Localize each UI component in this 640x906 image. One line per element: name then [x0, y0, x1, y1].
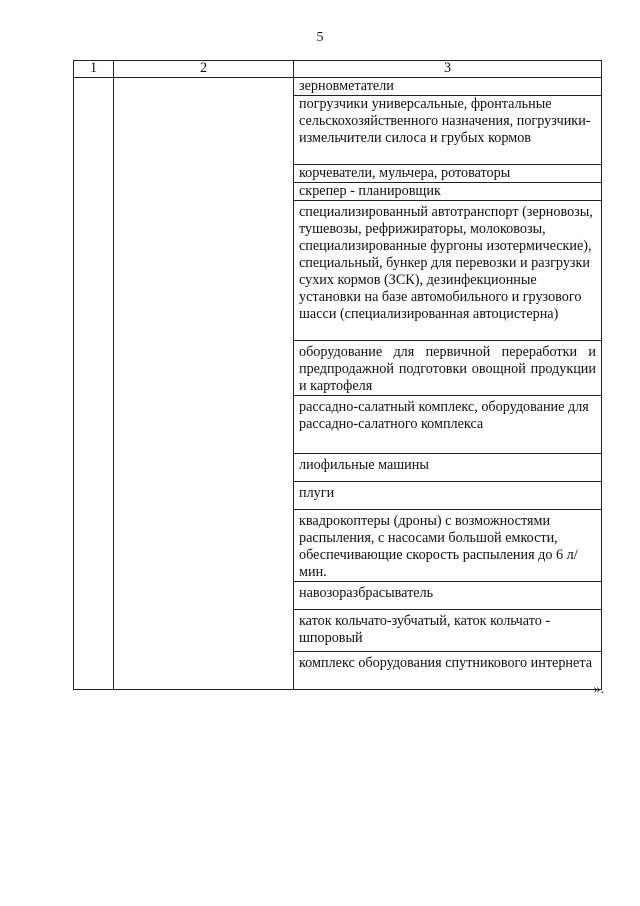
equipment-item: плуги	[294, 482, 602, 510]
equipment-item: оборудование для первичной переработки и предпродажной подготовки овощной продукции и картофеля	[294, 341, 602, 396]
equipment-table	[73, 60, 602, 690]
equipment-item: навозоразбрасыватель	[294, 582, 602, 610]
equipment-item: комплекс оборудования спутникового интернета	[294, 652, 602, 690]
column-header-1: 1	[74, 61, 114, 78]
equipment-item: рассадно-салатный комплекс, оборудование для рассадно-салатного комплекса	[294, 396, 602, 454]
equipment-item: скрепер - планировщик	[294, 183, 602, 201]
equipment-item: погрузчики универсальные, фронтальные сельскохозяйственного назначения, погрузчики-измельчители силоса и грубых кормов	[294, 96, 602, 165]
table-header-row	[74, 61, 602, 78]
equipment-item: корчеватели, мульчера, ротоваторы	[294, 165, 602, 183]
column-1-empty-cell	[74, 78, 114, 690]
column-header-3: 3	[294, 61, 602, 78]
equipment-item: лиофильные машины	[294, 454, 602, 482]
column-header-2: 2	[114, 61, 294, 78]
equipment-item: зерновметатели	[294, 78, 602, 96]
table-row	[74, 78, 602, 96]
equipment-item: специализированный автотранспорт (зерновозы, тушевозы, рефрижираторы, молоковозы, специализированные фургоны изотермические), специальный, бункер для перевозки и разгрузки сухих кормов (ЗСК), дезинфекционные установки на базе автомобильного и грузового шасси (специализированная автоцистерна)	[294, 201, 602, 341]
closing-quote-mark: ».	[593, 682, 604, 697]
column-2-empty-cell	[114, 78, 294, 690]
equipment-item: квадрокоптеры (дроны) с возможностями распыления, с насосами большой емкости, обеспечивающие скорость распыления до 6 л/мин.	[294, 510, 602, 582]
page-number: 5	[316, 30, 324, 45]
equipment-item: каток кольчато-зубчатый, каток кольчато - шпоровый	[294, 610, 602, 652]
